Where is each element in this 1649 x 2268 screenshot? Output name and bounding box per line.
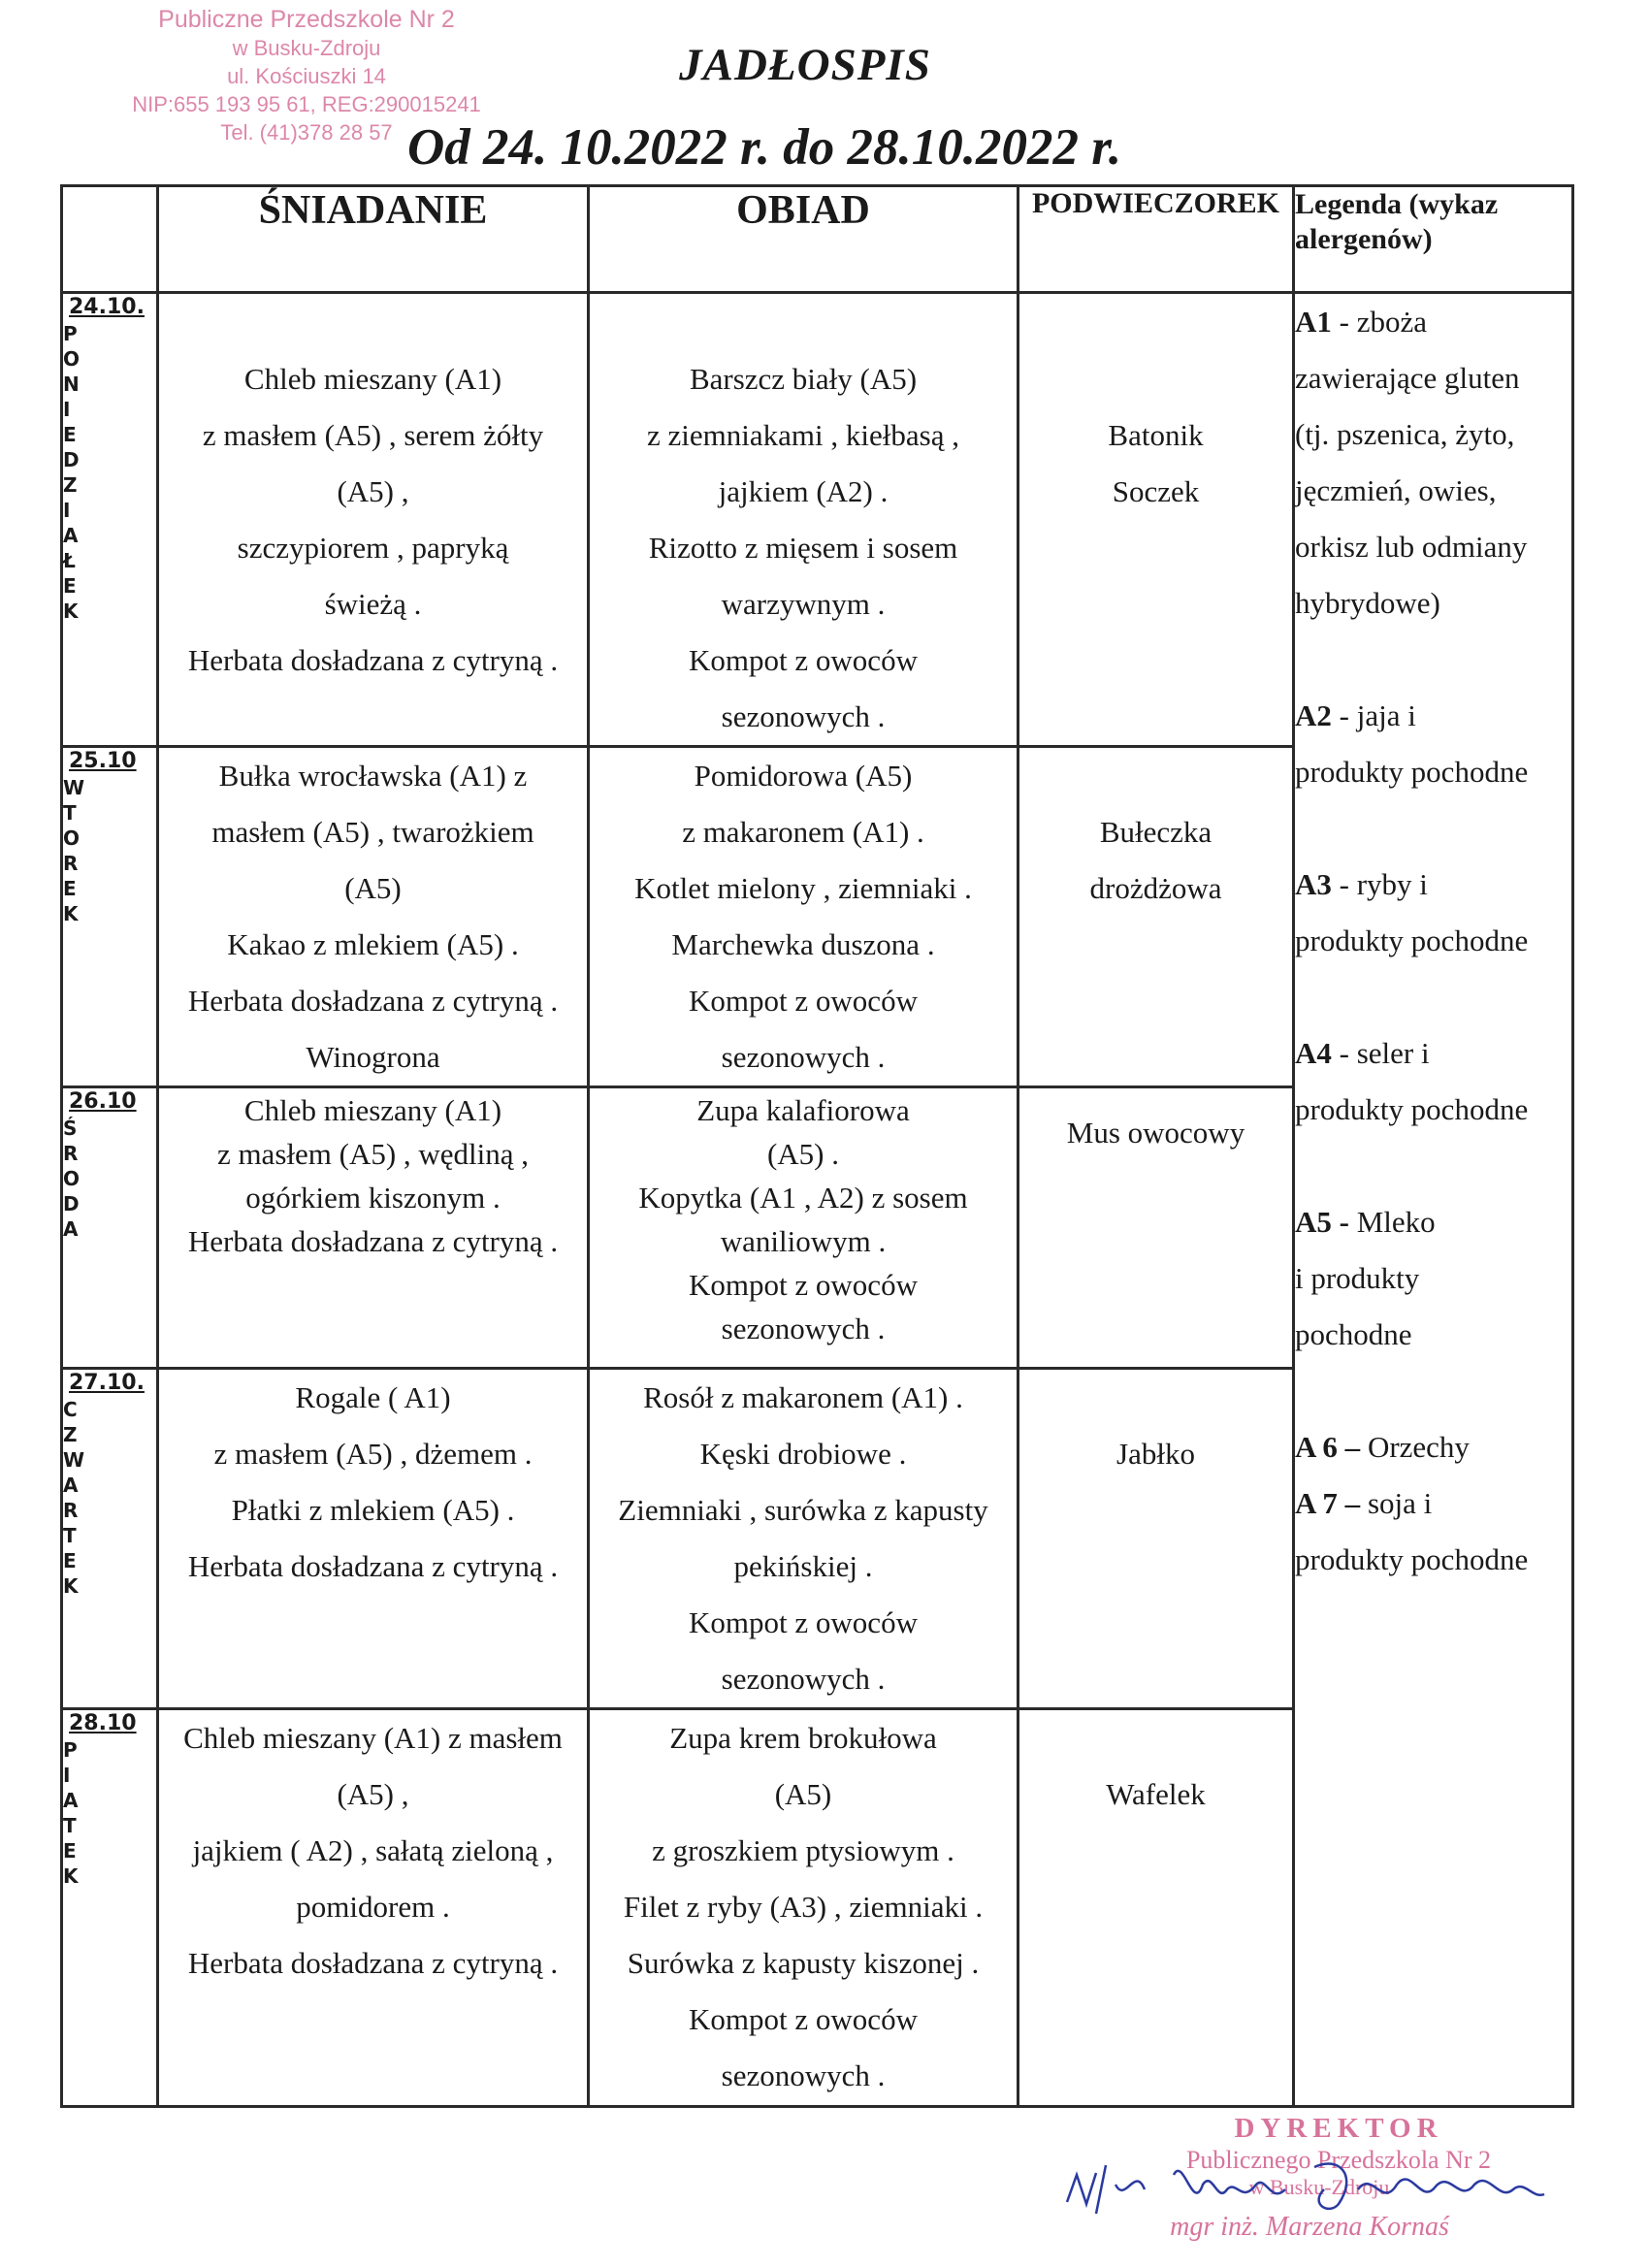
day-date: 25.10	[69, 749, 137, 773]
menu-line: Kęski drobiowe .	[699, 1437, 907, 1471]
day-label	[62, 293, 158, 747]
menu-line: Soczek	[1112, 474, 1200, 508]
menu-line: z masłem (A5) , wędliną ,	[216, 1137, 530, 1171]
menu-line: Wafelek	[1106, 1777, 1206, 1811]
legend-text: Orzechy	[1360, 1430, 1470, 1464]
legend-line: produkty pochodne	[1295, 923, 1529, 957]
legend-text: - ryby i	[1331, 867, 1428, 901]
legend-line: hybrydowe)	[1295, 586, 1440, 620]
menu-line: Kompot z owoców	[689, 1605, 918, 1639]
stamp-line: ul. Kościuszki 14	[227, 64, 386, 88]
menu-line: Kopytka (A1 , A2) z sosem	[638, 1181, 968, 1215]
legend-line: produkty pochodne	[1295, 755, 1529, 789]
day-name	[63, 1116, 156, 1242]
stamp-line: Publiczne Przedszkole Nr 2	[158, 6, 455, 33]
day-name-letter: I	[63, 499, 71, 522]
lunch-header: OBIAD	[589, 186, 1018, 293]
snack-cell	[1018, 1087, 1294, 1369]
menu-line: masłem (A5) , twarożkiem	[211, 815, 534, 849]
day-name-letter: A	[63, 1474, 79, 1497]
day-name	[63, 321, 156, 624]
menu-line: (A5)	[344, 871, 402, 905]
day-name-letter: D	[63, 448, 80, 471]
day-name-letter: K	[63, 1574, 79, 1598]
day-name-letter: T	[63, 1814, 77, 1837]
menu-line: pomidorem .	[296, 1890, 450, 1924]
menu-line: Chleb mieszany (A1) z masłem	[183, 1721, 563, 1755]
day-name-letter: E	[63, 1549, 77, 1572]
day-date: 26.10	[69, 1089, 137, 1114]
menu-line: (A5) .	[766, 1137, 840, 1171]
day-name-letter: R	[63, 852, 79, 875]
menu-line: Barszcz biały (A5)	[689, 362, 918, 396]
day-name-letter: Ł	[63, 549, 76, 572]
menu-line: drożdżowa	[1089, 871, 1222, 905]
day-name-letter: I	[63, 1764, 71, 1787]
menu-line: sezonowych .	[721, 699, 886, 733]
allergen-legend	[1294, 293, 1573, 2107]
lunch-cell	[589, 1087, 1018, 1369]
stamp-line: Tel. (41)378 28 57	[220, 120, 393, 145]
day-name	[63, 775, 156, 926]
day-label	[62, 747, 158, 1087]
legend-text: - zboża	[1331, 305, 1427, 339]
menu-line: (A5) ,	[337, 474, 409, 508]
day-label	[62, 1709, 158, 2107]
day-name-letter: O	[63, 1167, 81, 1190]
menu-line: z groszkiem ptysiowym .	[652, 1833, 954, 1867]
snack-cell	[1018, 1369, 1294, 1709]
legend-entry	[1295, 1419, 1571, 1475]
day-name-letter: W	[63, 1448, 85, 1472]
stamp-line: NIP:655 193 95 61, REG:290015241	[132, 92, 481, 116]
menu-line: świeżą .	[324, 587, 422, 621]
header-row	[62, 186, 1573, 293]
legend-code: A1	[1295, 305, 1332, 339]
legend-line: zawierające gluten	[1295, 361, 1520, 395]
menu-line: Bułeczka	[1099, 815, 1212, 849]
menu-line: waniliowym .	[720, 1224, 887, 1258]
menu-line: Kakao z mlekiem (A5) .	[227, 927, 519, 961]
day-name-letter: N	[63, 373, 80, 396]
day-name-letter: K	[63, 599, 79, 623]
menu-line: Rizotto z mięsem i sosem	[648, 531, 958, 565]
menu-line: Winogrona	[306, 1040, 440, 1074]
stamp-line: w Busku-Zdroju	[232, 36, 381, 60]
day-name-letter: P	[63, 1738, 78, 1762]
director-signature-stamp	[1048, 2107, 1571, 2252]
menu-line: Rosół z makaronem (A1) .	[643, 1380, 963, 1414]
menu-line: Bułka wrocławska (A1) z	[218, 759, 528, 793]
breakfast-header: ŚNIADANIE	[158, 186, 589, 293]
legend-line: produkty pochodne	[1295, 1542, 1529, 1576]
day-name-letter: T	[63, 1524, 77, 1547]
menu-line: z ziemniakami , kiełbasą ,	[647, 418, 959, 452]
menu-line: (A5) ,	[337, 1777, 409, 1811]
menu-line: Jabłko	[1116, 1437, 1195, 1471]
day-date: 27.10.	[69, 1371, 145, 1395]
menu-line: Herbata dosładzana z cytryną .	[187, 643, 559, 677]
menu-line: Ziemniaki , surówka z kapusty	[618, 1493, 988, 1527]
day-name-letter: I	[63, 398, 71, 421]
menu-line: jajkiem ( A2) , sałatą zieloną ,	[192, 1833, 554, 1867]
menu-line: Herbata dosładzana z cytryną .	[187, 1224, 559, 1258]
legend-line: produkty pochodne	[1295, 1092, 1529, 1126]
menu-line: z masłem (A5) , serem żółty	[202, 418, 544, 452]
breakfast-cell	[158, 1087, 589, 1369]
menu-line: sezonowych .	[721, 1040, 886, 1074]
legend-entry	[1295, 857, 1571, 969]
menu-line: sezonowych .	[721, 1312, 886, 1345]
legend-code: A 7 –	[1295, 1486, 1361, 1520]
legend-line: jęczmień, owies,	[1295, 473, 1497, 507]
menu-line: (A5)	[774, 1777, 832, 1811]
legend-entry	[1295, 1025, 1571, 1138]
day-name-letter: Z	[63, 1423, 78, 1446]
day-name-letter: T	[63, 801, 77, 825]
menu-line: z makaronem (A1) .	[682, 815, 924, 849]
legend-line: i produkty	[1295, 1261, 1420, 1295]
day-name-letter: A	[63, 1217, 79, 1241]
corner-cell	[62, 186, 158, 293]
signature-city: w Busku-Zdroju	[1248, 2175, 1390, 2199]
day-label	[62, 1369, 158, 1709]
menu-line: Herbata dosładzana z cytryną .	[187, 1549, 559, 1583]
legend-line: pochodne	[1295, 1317, 1412, 1351]
day-name-letter: E	[63, 877, 77, 900]
legend-entry	[1295, 294, 1571, 632]
legend-entry	[1295, 688, 1571, 800]
day-name-letter: O	[63, 347, 81, 371]
legend-entry	[1295, 1475, 1571, 1588]
day-name-letter: D	[63, 1192, 80, 1215]
day-date: 28.10	[69, 1711, 137, 1735]
menu-line: Zupa kalafiorowa	[696, 1093, 910, 1127]
lunch-cell	[589, 747, 1018, 1087]
lunch-cell	[589, 1709, 1018, 2107]
legend-entry	[1295, 1194, 1571, 1363]
menu-line: Filet z ryby (A3) , ziemniaki .	[623, 1890, 984, 1924]
menu-line: Kompot z owoców	[689, 2002, 918, 2036]
menu-line: Pomidorowa (A5)	[694, 759, 913, 793]
day-name-letter: E	[63, 1839, 77, 1863]
breakfast-cell	[158, 1709, 589, 2107]
legend-text: - jaja i	[1331, 698, 1416, 732]
menu-line: Rogale ( A1)	[295, 1380, 451, 1414]
signature-name: mgr inż. Marzena Kornaś	[1170, 2212, 1449, 2242]
breakfast-cell	[158, 747, 589, 1087]
day-name-letter: W	[63, 776, 85, 799]
day-name-letter: E	[63, 574, 77, 598]
day-name-letter: K	[63, 1864, 79, 1888]
menu-line: Kompot z owoców	[689, 643, 918, 677]
day-name-letter: E	[63, 423, 77, 446]
menu-line: pekińskiej .	[733, 1549, 873, 1583]
page-title: JADŁOSPIS	[679, 40, 931, 90]
legend-code: A2	[1295, 698, 1332, 732]
day-name-letter: Ś	[63, 1117, 78, 1140]
snack-cell	[1018, 747, 1294, 1087]
day-name-letter: P	[63, 322, 78, 345]
legend-code: A5 -	[1295, 1205, 1349, 1239]
menu-line: szczypiorem , papryką	[237, 531, 509, 565]
date-range: Od 24. 10.2022 r. do 28.10.2022 r.	[407, 119, 1122, 176]
legend-code: A3	[1295, 867, 1332, 901]
menu-line: Surówka z kapusty kiszonej .	[627, 1946, 980, 1980]
legend-code: A4	[1295, 1036, 1332, 1070]
menu-line: Mus owocowy	[1066, 1116, 1245, 1150]
day-name-letter: A	[63, 1789, 79, 1812]
menu-line: ogórkiem kiszonym .	[245, 1181, 501, 1215]
legend-line: (tj. pszenica, żyto,	[1295, 417, 1515, 451]
menu-line: Zupa krem brokułowa	[669, 1721, 937, 1755]
menu-line: Chleb mieszany (A1)	[243, 1093, 502, 1127]
signature-title: DYREKTOR	[1234, 2113, 1443, 2144]
menu-line: Chleb mieszany (A1)	[243, 362, 502, 396]
signature-institution: Publicznego Przedszkola Nr 2	[1185, 2146, 1492, 2174]
menu-line: sezonowych .	[721, 1662, 886, 1696]
menu-line: Batonik	[1108, 418, 1204, 452]
day-row	[62, 293, 1573, 747]
legend-header: Legenda (wykaz alergenów)	[1294, 186, 1573, 293]
day-name-letter: R	[63, 1499, 79, 1522]
menu-table	[60, 184, 1574, 2108]
menu-line: Kotlet mielony , ziemniaki .	[634, 871, 972, 905]
snack-header: PODWIECZOREK	[1018, 186, 1294, 293]
legend-code: A 6 –	[1295, 1430, 1361, 1464]
day-name	[63, 1737, 156, 1889]
day-name-letter: Z	[63, 473, 78, 497]
legend-text: soja i	[1360, 1486, 1433, 1520]
menu-line: jajkiem (A2) .	[718, 474, 889, 508]
menu-line: Herbata dosładzana z cytryną .	[187, 984, 559, 1018]
day-name	[63, 1397, 156, 1599]
menu-line: Kompot z owoców	[689, 1268, 918, 1302]
legend-line: orkisz lub odmiany	[1295, 530, 1528, 564]
day-name-letter: O	[63, 826, 81, 850]
snack-cell	[1018, 293, 1294, 747]
breakfast-cell	[158, 1369, 589, 1709]
breakfast-cell	[158, 293, 589, 747]
lunch-cell	[589, 1369, 1018, 1709]
menu-line: Płatki z mlekiem (A5) .	[231, 1493, 515, 1527]
snack-cell	[1018, 1709, 1294, 2107]
menu-line: warzywnym .	[721, 587, 886, 621]
menu-line: Marchewka duszona .	[671, 927, 935, 961]
day-label	[62, 1087, 158, 1369]
day-date: 24.10.	[69, 295, 145, 319]
legend-text: Mleko	[1348, 1205, 1436, 1239]
day-name-letter: K	[63, 902, 79, 925]
day-name-letter: R	[63, 1142, 79, 1165]
menu-line: sezonowych .	[721, 2058, 886, 2092]
menu-line: z masłem (A5) , dżemem .	[213, 1437, 533, 1471]
menu-line: Herbata dosładzana z cytryną .	[187, 1946, 559, 1980]
legend-text: - seler i	[1331, 1036, 1430, 1070]
lunch-cell	[589, 293, 1018, 747]
day-name-letter: C	[63, 1398, 78, 1421]
day-name-letter: A	[63, 524, 79, 547]
menu-line: Kompot z owoców	[689, 984, 918, 1018]
